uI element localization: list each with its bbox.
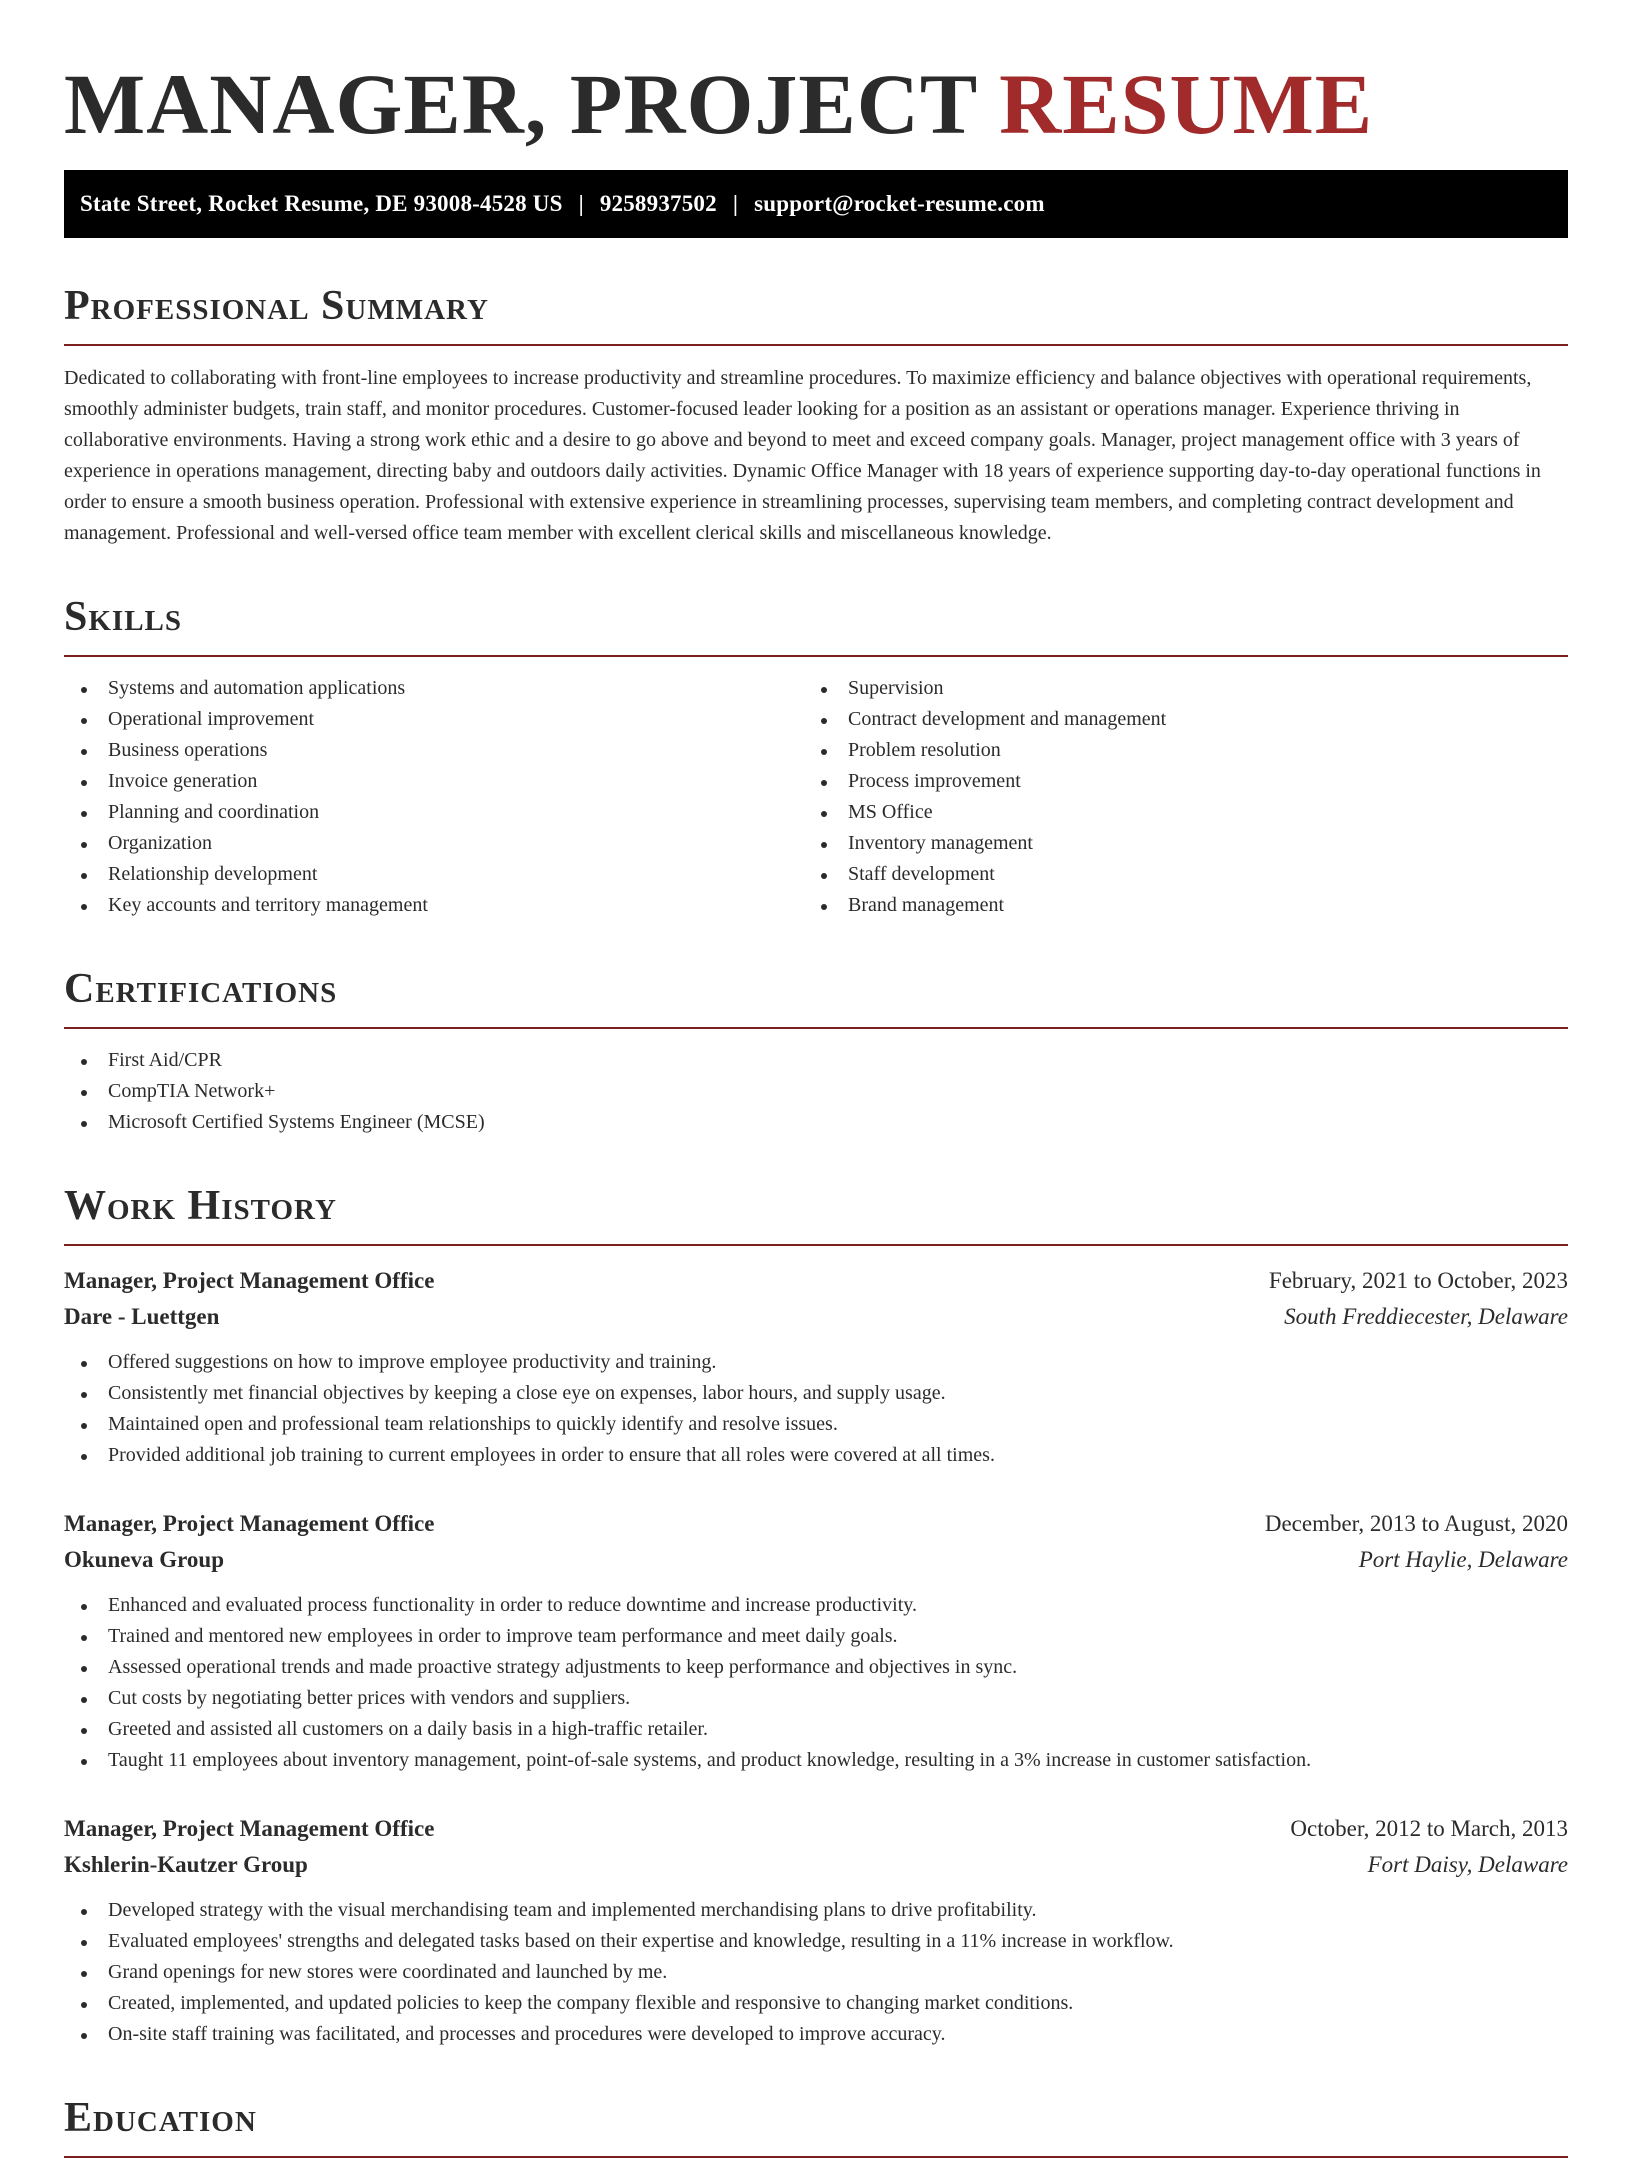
job-entry bbox=[64, 1506, 1568, 1776]
certification-item: Microsoft Certified Systems Engineer (MCSE) bbox=[64, 1107, 1568, 1138]
contact-phone: 9258937502 bbox=[599, 191, 717, 216]
job-dates: October, 2012 to March, 2013 bbox=[1290, 1816, 1568, 1841]
education-heading: Education bbox=[64, 2094, 1568, 2158]
job-dates: December, 2013 to August, 2020 bbox=[1264, 1511, 1568, 1536]
skill-item: Contract development and management bbox=[804, 704, 1544, 735]
summary-section bbox=[64, 282, 1568, 549]
skill-item: Key accounts and territory management bbox=[64, 890, 804, 921]
skill-item: Process improvement bbox=[804, 766, 1544, 797]
summary-heading: Professional Summary bbox=[64, 282, 1568, 346]
skill-item: Systems and automation applications bbox=[64, 673, 804, 704]
skills-grid bbox=[64, 673, 1568, 921]
skill-item: Staff development bbox=[804, 859, 1544, 890]
job-header-row bbox=[64, 1506, 1568, 1542]
work-history-heading: Work History bbox=[64, 1182, 1568, 1246]
job-bullet: Created, implemented, and updated policies to keep the company flexible and responsive to changing market conditions. bbox=[64, 1988, 1568, 2019]
job-title: Manager, Project Management Office bbox=[64, 1268, 435, 1293]
job-subheader-row bbox=[64, 1299, 1568, 1335]
contact-separator: | bbox=[732, 191, 739, 216]
job-bullet: Greeted and assisted all customers on a daily basis in a high-traffic retailer. bbox=[64, 1714, 1568, 1745]
certification-item: CompTIA Network+ bbox=[64, 1076, 1568, 1107]
skill-item: Organization bbox=[64, 828, 804, 859]
skill-item: Invoice generation bbox=[64, 766, 804, 797]
job-entry bbox=[64, 1263, 1568, 1471]
contact-bar bbox=[64, 170, 1568, 238]
skills-list-left bbox=[64, 673, 804, 921]
job-bullet: Maintained open and professional team relationships to quickly identify and resolve issues. bbox=[64, 1409, 1568, 1440]
skill-item: Supervision bbox=[804, 673, 1544, 704]
contact-email: support@rocket-resume.com bbox=[754, 191, 1045, 216]
job-subheader-row bbox=[64, 1847, 1568, 1883]
job-bullet: Developed strategy with the visual merchandising team and implemented merchandising plans to drive profitability. bbox=[64, 1895, 1568, 1926]
skill-item: MS Office bbox=[804, 797, 1544, 828]
job-location: South Freddiecester, Delaware bbox=[1284, 1304, 1568, 1329]
job-entry bbox=[64, 1811, 1568, 2050]
skill-item: Brand management bbox=[804, 890, 1544, 921]
job-location: Port Haylie, Delaware bbox=[1358, 1547, 1568, 1572]
job-bullets bbox=[64, 1347, 1568, 1471]
skill-item: Planning and coordination bbox=[64, 797, 804, 828]
summary-text: Dedicated to collaborating with front-line employees to increase productivity and streamline procedures. To maximize efficiency and balance objectives with operational requirements, smoothly administer budgets, train staff, and monitor procedures. Customer-focused leader looking for a position as an assistant or operations manager. Experience thriving in collaborative environments. Having a strong work ethic and a desire to go above and beyond to meet and exceed company goals. Manager, project management office with 3 years of experience in operations management, directing baby and outdoors daily activities. Dynamic Office Manager with 18 years of experience supporting day-to-day operational functions in order to ensure a smooth business operation. Professional with extensive experience in streamlining processes, supervising team members, and completing contract development and management. Professional and well-versed office team member with excellent clerical skills and miscellaneous knowledge. bbox=[64, 367, 1541, 544]
job-header-row bbox=[64, 1263, 1568, 1299]
job-bullet: Provided additional job training to current employees in order to ensure that all roles were covered at all times. bbox=[64, 1440, 1568, 1471]
job-company: Dare - Luettgen bbox=[64, 1304, 220, 1329]
job-bullets bbox=[64, 1895, 1568, 2050]
skills-heading: Skills bbox=[64, 593, 1568, 657]
skill-item: Business operations bbox=[64, 735, 804, 766]
skill-item: Problem resolution bbox=[804, 735, 1544, 766]
skills-section bbox=[64, 593, 1568, 921]
job-bullet: Assessed operational trends and made proactive strategy adjustments to keep performance and objectives in sync. bbox=[64, 1652, 1568, 1683]
job-header-row bbox=[64, 1811, 1568, 1847]
title-main: MANAGER, PROJECT bbox=[64, 56, 977, 152]
resume-title bbox=[64, 56, 1568, 152]
skill-item: Relationship development bbox=[64, 859, 804, 890]
title-accent: RESUME bbox=[999, 56, 1374, 152]
job-bullet: Taught 11 employees about inventory management, point-of-sale systems, and product knowledge, resulting in a 3% increase in customer satisfaction. bbox=[64, 1745, 1568, 1776]
job-title: Manager, Project Management Office bbox=[64, 1816, 435, 1841]
certifications-section bbox=[64, 965, 1568, 1138]
job-bullet: Enhanced and evaluated process functionality in order to reduce downtime and increase productivity. bbox=[64, 1590, 1568, 1621]
job-bullet: Offered suggestions on how to improve employee productivity and training. bbox=[64, 1347, 1568, 1378]
certifications-list bbox=[64, 1045, 1568, 1138]
job-bullet: Trained and mentored new employees in order to improve team performance and meet daily goals. bbox=[64, 1621, 1568, 1652]
certifications-heading: Certifications bbox=[64, 965, 1568, 1029]
job-bullet: Cut costs by negotiating better prices with vendors and suppliers. bbox=[64, 1683, 1568, 1714]
contact-address: State Street, Rocket Resume, DE 93008-4528 US bbox=[80, 191, 563, 216]
job-bullet: Evaluated employees' strengths and delegated tasks based on their expertise and knowledge, resulting in a 11% increase in workflow. bbox=[64, 1926, 1568, 1957]
work-history-section bbox=[64, 1182, 1568, 2050]
job-bullet: Grand openings for new stores were coordinated and launched by me. bbox=[64, 1957, 1568, 1988]
skill-item: Operational improvement bbox=[64, 704, 804, 735]
job-bullet: On-site staff training was facilitated, and processes and procedures were developed to improve accuracy. bbox=[64, 2019, 1568, 2050]
job-company: Okuneva Group bbox=[64, 1547, 224, 1572]
job-title: Manager, Project Management Office bbox=[64, 1511, 435, 1536]
contact-separator: | bbox=[578, 191, 584, 216]
skill-item: Inventory management bbox=[804, 828, 1544, 859]
job-dates: February, 2021 to October, 2023 bbox=[1268, 1268, 1568, 1293]
job-location: Fort Daisy, Delaware bbox=[1367, 1852, 1568, 1877]
skills-list-right bbox=[804, 673, 1544, 921]
education-section bbox=[64, 2094, 1568, 2158]
certification-item: First Aid/CPR bbox=[64, 1045, 1568, 1076]
job-subheader-row bbox=[64, 1542, 1568, 1578]
job-bullet: Consistently met financial objectives by keeping a close eye on expenses, labor hours, and supply usage. bbox=[64, 1378, 1568, 1409]
resume-content bbox=[64, 56, 1568, 2158]
job-bullets bbox=[64, 1590, 1568, 1776]
job-company: Kshlerin-Kautzer Group bbox=[64, 1852, 308, 1877]
